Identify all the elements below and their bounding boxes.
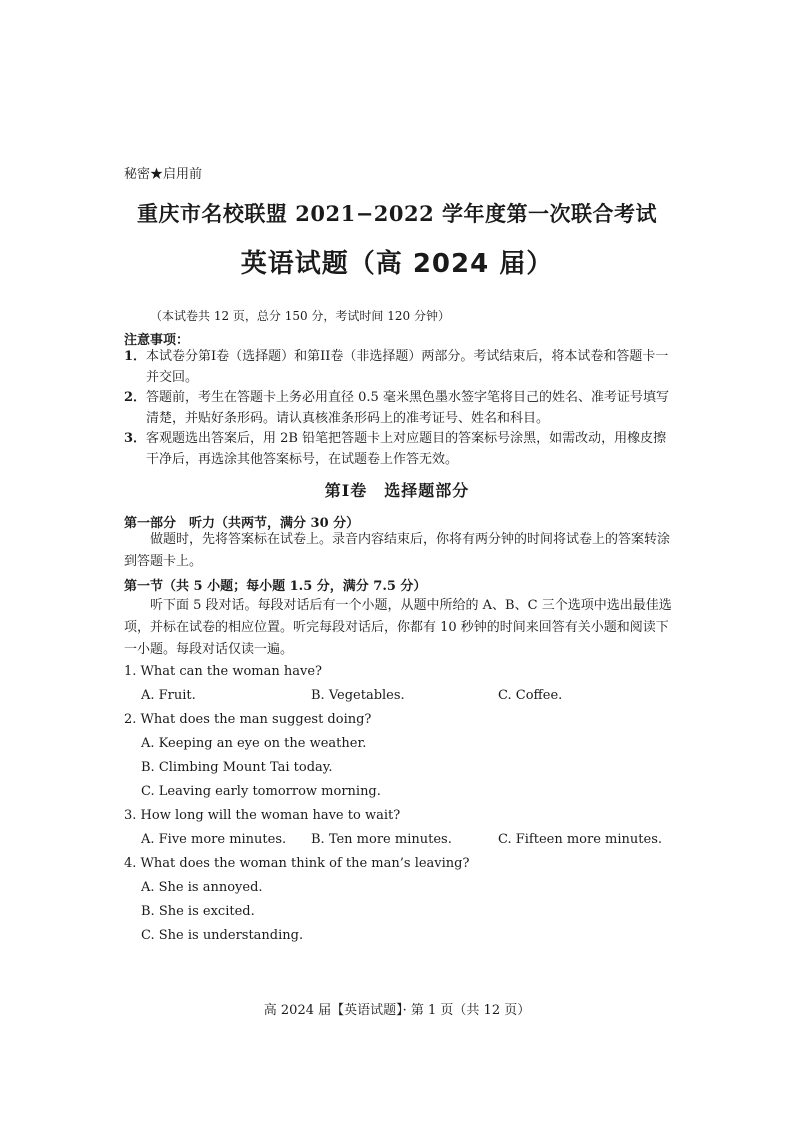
section-intro: 听下面 5 段对话。每段对话后有一个小题，从题中所给的 A、B、C 三个选项中选出最佳选项，并标在试卷的相应位置。听完每段对话后，你都有 10 秒钟的时间来回答有关小题和阅读下一小题。每段对话仅读一遍。 <box>124 598 672 657</box>
note-text: 答题前，考生在答题卡上务必用直径 0.5 毫米黑色墨水签字笔将目己的姓名、准考证号填写清楚，并贴好条形码。请认真核准条形码上的准考证号、姓名和科目。 <box>146 390 669 426</box>
note-text: 本试卷分第I卷（选择题）和第II卷（非选择题）两部分。考试结束后，将本试卷和答题卡一并交回。 <box>146 349 669 385</box>
part-title: 第一部分 听力（共两节，满分 30 分） <box>124 516 360 531</box>
subject-title: 英语试题（高 2024 届） <box>240 249 554 279</box>
part-intro: 做题时，先将答案标在试卷上。录音内容结束后，你将有两分钟的时间将试卷上的答案转涂到答题卡上。 <box>124 532 671 569</box>
question-stem: 3. How long will the woman have to wait? <box>124 808 401 823</box>
option-a: A. Fruit. <box>141 688 196 703</box>
option-c: C. Fifteen more minutes. <box>498 832 662 847</box>
notes-heading: 注意事项： <box>124 333 190 348</box>
option-b: B. Ten more minutes. <box>311 832 452 847</box>
exam-info: （本试卷共 12 页，总分 150 分，考试时间 120 分钟） <box>150 309 450 323</box>
option-b: B. She is excited. <box>141 904 255 919</box>
section-title: 第一节（共 5 小题；每小题 1.5 分，满分 7.5 分） <box>124 579 427 594</box>
option-c: C. Leaving early tomorrow morning. <box>141 784 381 799</box>
option-c: C. Coffee. <box>498 688 563 703</box>
confidential-label: 秘密★启用前 <box>124 167 203 182</box>
question-stem: 4. What does the woman think of the man’s leaving? <box>124 856 470 871</box>
option-b: B. Vegetables. <box>311 688 405 703</box>
note-item <box>124 387 674 429</box>
note-item <box>124 346 674 388</box>
option-a: A. She is annoyed. <box>141 880 263 895</box>
note-number: 2． <box>124 390 147 405</box>
note-text: 客观题选出答案后，用 2B 铅笔把答题卡上对应题目的答案标号涂黑，如需改动，用橡皮擦干净后，再选涂其他答案标号，在试题卷上作答无效。 <box>146 431 667 467</box>
volume-title: 第Ⅰ卷 选择题部分 <box>324 481 470 500</box>
note-number: 1． <box>124 349 147 364</box>
note-number: 3． <box>124 431 147 446</box>
option-a: A. Five more minutes. <box>141 832 287 847</box>
question-stem: 2. What does the man suggest doing? <box>124 712 372 727</box>
page-footer: 高 2024 届【英语试题】· 第 1 页（共 12 页） <box>263 1003 531 1018</box>
option-b: B. Climbing Mount Tai today. <box>141 760 333 775</box>
note-item <box>124 428 674 470</box>
option-c: C. She is understanding. <box>141 928 304 943</box>
exam-title: 重庆市名校联盟 2021−2022 学年度第一次联合考试 <box>136 201 658 226</box>
question-stem: 1. What can the woman have? <box>124 664 323 679</box>
option-a: A. Keeping an eye on the weather. <box>141 736 367 751</box>
